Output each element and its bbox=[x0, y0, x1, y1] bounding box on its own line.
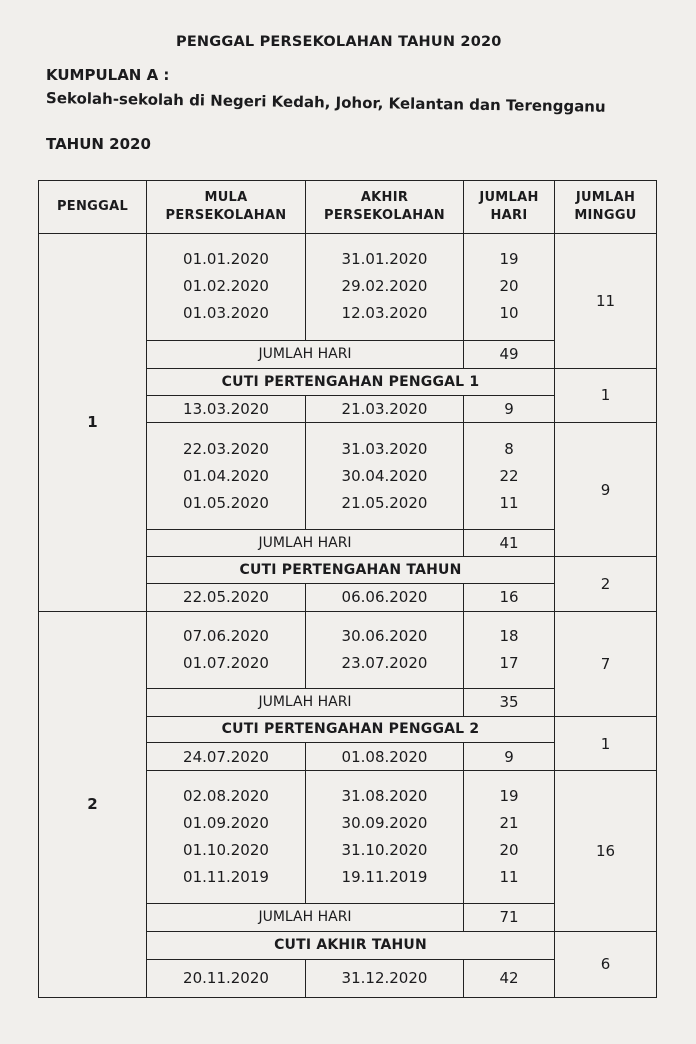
break1-start: 13.03.2020 bbox=[147, 395, 306, 422]
total-days-label: JUMLAH HARI bbox=[147, 688, 464, 716]
midyear-break-weeks: 2 bbox=[555, 557, 657, 611]
term1-block2-end-dates: 31.03.2020 30.04.2020 21.05.2020 bbox=[306, 422, 464, 529]
term1-block2-start-dates: 22.03.2020 01.04.2020 01.05.2020 bbox=[147, 422, 306, 529]
col-header-akhir: AKHIR PERSEKOLAHAN bbox=[306, 181, 464, 234]
yearend-break-start: 20.11.2020 bbox=[147, 959, 306, 997]
term2-block2-total: 71 bbox=[464, 903, 555, 931]
break2-title: CUTI PERTENGAHAN PENGGAL 2 bbox=[147, 716, 555, 742]
school-term-table bbox=[38, 180, 657, 998]
midyear-break-start: 22.05.2020 bbox=[147, 584, 306, 611]
col-header-jumlah-minggu: JUMLAH MINGGU bbox=[555, 181, 657, 234]
yearend-break-weeks: 6 bbox=[555, 931, 657, 997]
table-row bbox=[39, 234, 657, 340]
break1-days: 9 bbox=[464, 395, 555, 422]
term2-block1-total: 35 bbox=[464, 688, 555, 716]
yearend-break-end: 31.12.2020 bbox=[306, 959, 464, 997]
term2-block1-start-dates: 07.06.2020 01.07.2020 bbox=[147, 611, 306, 688]
term2-block2-end-dates: 31.08.2020 30.09.2020 31.10.2020 19.11.2019 bbox=[306, 771, 464, 903]
yearend-break-days: 42 bbox=[464, 959, 555, 997]
total-days-label: JUMLAH HARI bbox=[147, 340, 464, 368]
midyear-break-end: 06.06.2020 bbox=[306, 584, 464, 611]
term1-block2-weeks: 9 bbox=[555, 422, 657, 556]
term2-block2-start-dates: 02.08.2020 01.09.2020 01.10.2020 01.11.2019 bbox=[147, 771, 306, 903]
term-2-label: 2 bbox=[39, 611, 147, 997]
table-row bbox=[39, 611, 657, 688]
midyear-break-title: CUTI PERTENGAHAN TAHUN bbox=[147, 557, 555, 584]
term1-block1-weeks: 11 bbox=[555, 234, 657, 368]
col-header-mula: MULA PERSEKOLAHAN bbox=[147, 181, 306, 234]
table-header-row bbox=[39, 181, 657, 234]
term2-block1-days: 18 17 bbox=[464, 611, 555, 688]
break2-start: 24.07.2020 bbox=[147, 743, 306, 771]
term2-block2-days: 19 21 20 11 bbox=[464, 771, 555, 903]
term2-block1-weeks: 7 bbox=[555, 611, 657, 716]
term1-block1-start-dates: 01.01.2020 01.02.2020 01.03.2020 bbox=[147, 234, 306, 340]
term1-block1-days: 19 20 10 bbox=[464, 234, 555, 340]
term2-block2-weeks: 16 bbox=[555, 771, 657, 932]
break2-end: 01.08.2020 bbox=[306, 743, 464, 771]
group-label: KUMPULAN A : bbox=[46, 66, 170, 84]
col-header-jumlah-hari: JUMLAH HARI bbox=[464, 181, 555, 234]
break2-weeks: 1 bbox=[555, 716, 657, 770]
break1-title: CUTI PERTENGAHAN PENGGAL 1 bbox=[147, 368, 555, 395]
break1-end: 21.03.2020 bbox=[306, 395, 464, 422]
break1-weeks: 1 bbox=[555, 368, 657, 422]
midyear-break-days: 16 bbox=[464, 584, 555, 611]
term1-block1-total: 49 bbox=[464, 340, 555, 368]
break2-days: 9 bbox=[464, 743, 555, 771]
total-days-label: JUMLAH HARI bbox=[147, 903, 464, 931]
col-header-penggal: PENGGAL bbox=[39, 181, 147, 234]
states-line: Sekolah-sekolah di Negeri Kedah, Johor, Kelantan dan Terengganu bbox=[45, 89, 606, 116]
term1-block2-total: 41 bbox=[464, 530, 555, 557]
document-title: PENGGAL PERSEKOLAHAN TAHUN 2020 bbox=[176, 34, 502, 50]
total-days-label: JUMLAH HARI bbox=[147, 530, 464, 557]
term-1-label: 1 bbox=[39, 234, 147, 611]
yearend-break-title: CUTI AKHIR TAHUN bbox=[147, 931, 555, 959]
term1-block2-days: 8 22 11 bbox=[464, 422, 555, 529]
year-label: TAHUN 2020 bbox=[46, 135, 151, 153]
term1-block1-end-dates: 31.01.2020 29.02.2020 12.03.2020 bbox=[306, 234, 464, 340]
term2-block1-end-dates: 30.06.2020 23.07.2020 bbox=[306, 611, 464, 688]
